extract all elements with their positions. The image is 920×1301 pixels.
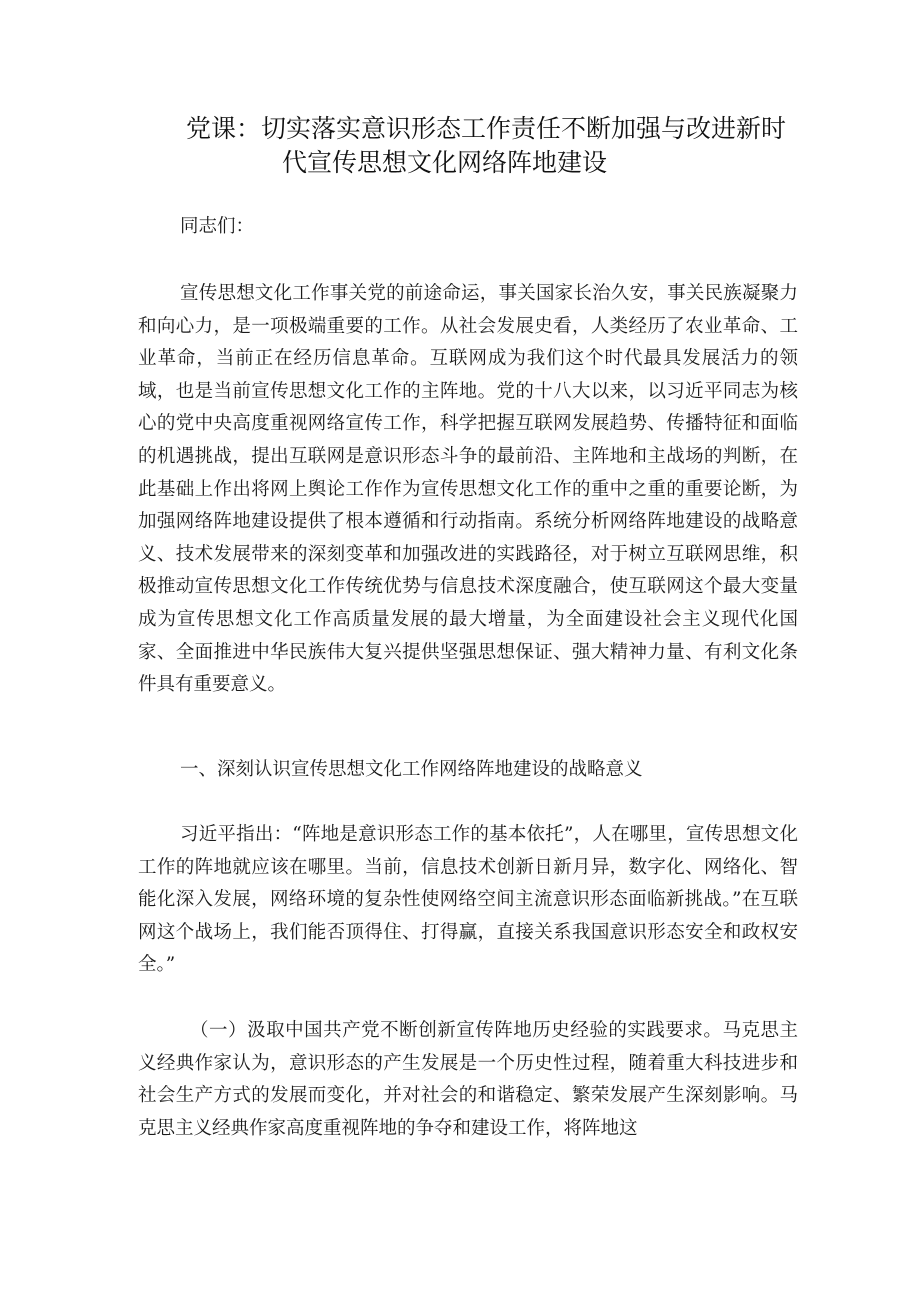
paragraph-quote: 习近平指出：“阵地是意识形态工作的基本依托”，人在哪里，宣传思想文化工作的阵地就应该在哪里。当前，信息技术创新日新月异，数字化、网络化、智能化深入发展，网络环境的复杂性使网络空间主流意识形态面临新挑战。”在互联网这个战场上，我们能否顶得住、打得赢，直接关系我国意识形态安全和政权安全。” bbox=[138, 824, 798, 976]
paragraph-intro: 宣传思想文化工作事关党的前途命运，事关国家长治久安，事关民族凝聚力和向心力，是一项极端重要的工作。从社会发展史看，人类经历了农业革命、工业革命，当前正在经历信息革命。互联网成为我们这个时代最具发展活力的领域，也是当前宣传思想文化工作的主阵地。党的十八大以来，以习近平同志为核心的党中央高度重视网络宣传工作，科学把握互联网发展趋势、传播特征和面临的机遇挑战，提出互联网是意识形态斗争的最前沿、主阵地和主战场的判断，在此基础上作出将网上舆论工作作为宣传思想文化工作的重中之重的重要论断，为加强网络阵地建设提供了根本遵循和行动指南。系统分析网络阵地建设的战略意义、技术发展带来的深刻变革和加强改进的实践路径，对于树立互联网思维，积极推动宣传思想文化工作传统优势与信息技术深度融合，使互联网这个最大变量成为宣传思想文化工作高质量发展的最大增量，为全面建设社会主义现代化国家、全面推进中华民族伟大复兴提供坚强思想保证、强大精神力量、有利文化条件具有重要意义。 bbox=[138, 283, 798, 696]
salutation: 同志们： bbox=[180, 216, 255, 237]
document-title bbox=[186, 112, 796, 180]
section-heading-1: 一、深刻认识宣传思想文化工作网络阵地建设的战略意义 bbox=[180, 759, 643, 780]
title-line-1: 党课：切实落实意识形态工作责任不断加强与改进新时 bbox=[186, 114, 787, 143]
title-line-2: 代宣传思想文化网络阵地建设 bbox=[282, 148, 608, 177]
paragraph-subsection-1: （一）汲取中国共产党不断创新宣传阵地历史经验的实践要求。马克思主义经典作家认为，意识形态的产生发展是一个历史性过程，随着重大科技进步和社会生产方式的发展而变化，并对社会的和谐稳定、繁荣发展产生深刻影响。马克思主义经典作家高度重视阵地的争夺和建设工作，将阵地这 bbox=[138, 1020, 798, 1139]
